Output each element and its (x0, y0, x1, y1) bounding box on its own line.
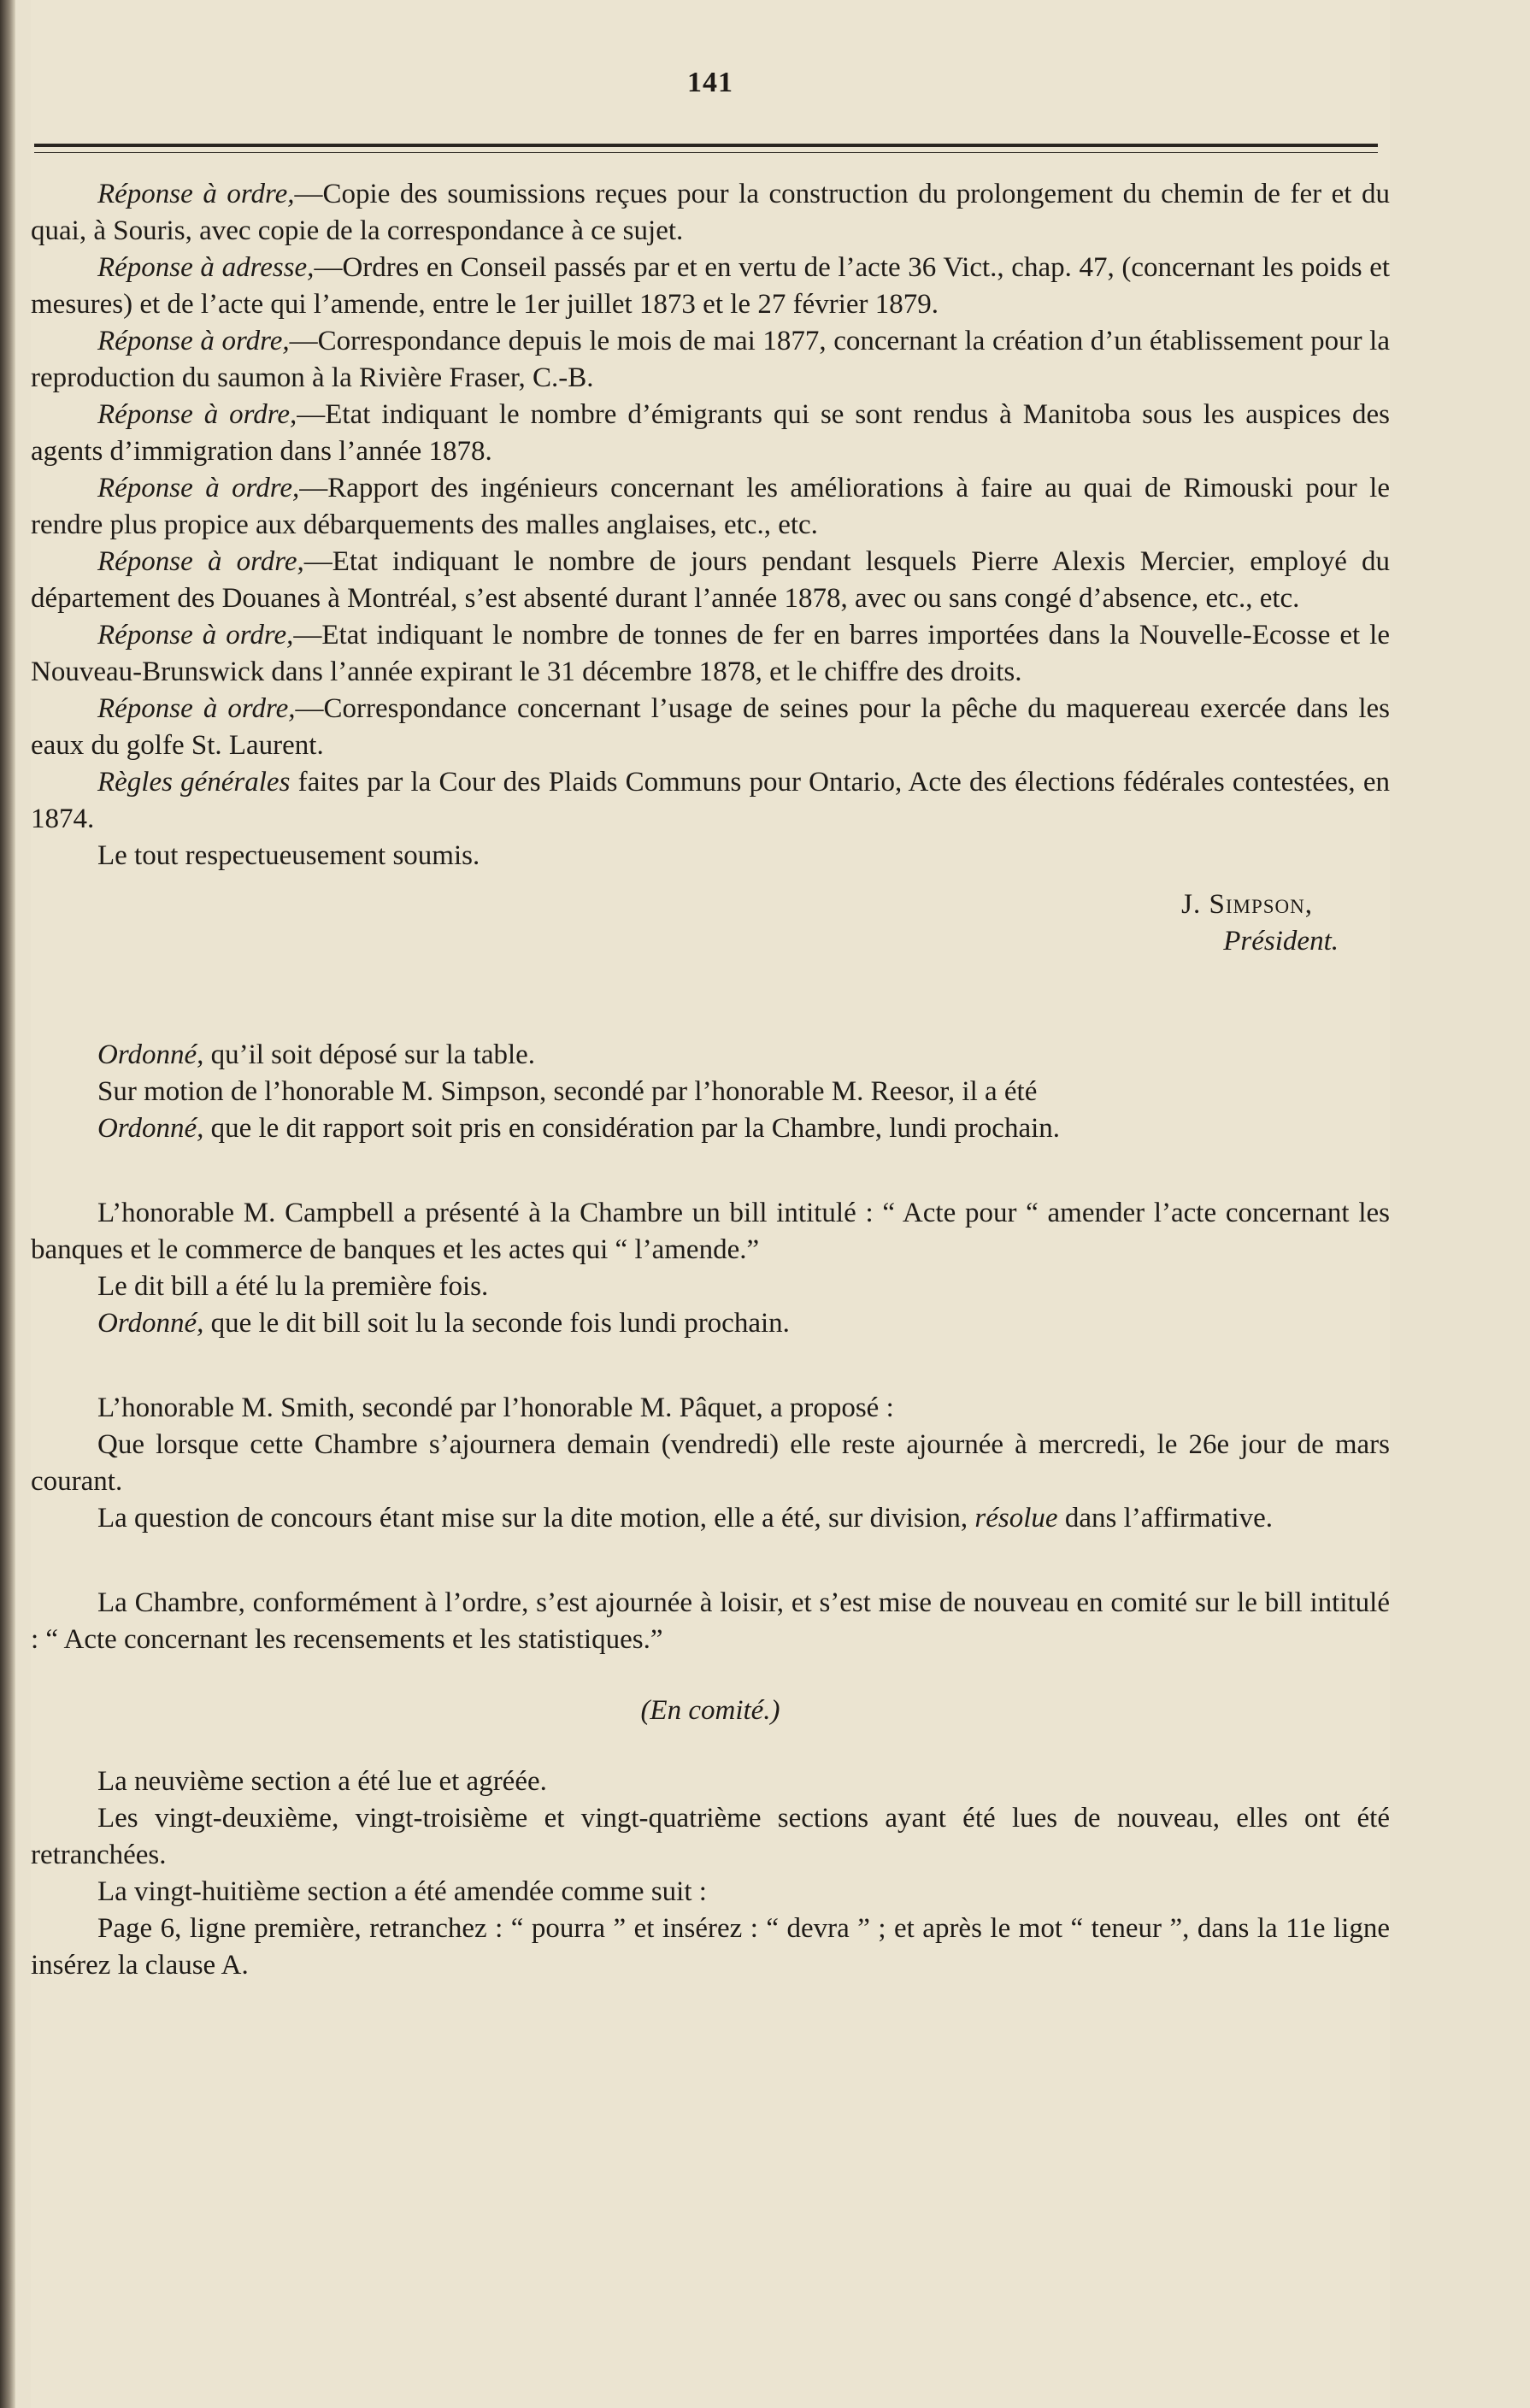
entry-text: faites par la Cour des Plaids Communs pour Ontario, Acte des élections fédérales contestées, en 1874. (31, 767, 1390, 834)
closing-line: Le tout respectueusement soumis. (97, 840, 480, 871)
entry-text: —Ordres en Conseil passés par et en vertu de l’acte 36 Vict., chap. 47, (concernant les poids et mesures) et de l’acte qui l’amende, entre le 1er juillet 1873 et le 27 février 1879. (31, 252, 1391, 320)
entry-text: —Rapport des ingénieurs concernant les améliorations à faire au quai de Rimouski pour le rendre plus propice aux débarquements des malles anglaises, etc., etc. (31, 473, 1390, 540)
entry-lead: Réponse à ordre, (97, 326, 290, 356)
bill-first-reading: Le dit bill a été lu la première fois. (97, 1271, 489, 1302)
committee-line: Page 6, ligne première, retranchez : “ pourra ” et insérez : “ devra ” ; et après le mot “ teneur ”, dans la 11e ligne insérez la clause A. (31, 1913, 1390, 1981)
section-gap (31, 1729, 1390, 1763)
smith-result-pre: La question de concours étant mise sur la dite motion, elle a été, sur division, (97, 1503, 968, 1534)
bill-intro: L’honorable M. Campbell a présenté à la Chambre un bill intitulé : “ Acte pour “ amender l’acte concernant les banques et le commerce de banques et les actes qui “ l’amende.” (31, 1198, 1390, 1265)
committee-heading: (En comité.) (640, 1695, 780, 1726)
page-body (31, 176, 1390, 1984)
motion-ordered-lead: Ordonné, (97, 1113, 204, 1144)
section-gap (31, 960, 1390, 1037)
entry-5 (31, 544, 1390, 617)
entry-lead: Réponse à ordre, (97, 620, 294, 651)
entry-6 (31, 617, 1390, 691)
entry-lead: Réponse à ordre, (97, 399, 297, 430)
document-page (31, 0, 1390, 2408)
entry-text: —Correspondance concernant l’usage de seines pour la pêche du maquereau exercée dans les eaux du golfe St. Laurent. (31, 693, 1390, 761)
motion-line: Sur motion de l’honorable M. Simpson, secondé par l’honorable M. Reesor, il a été (97, 1076, 1038, 1107)
smith-motion: L’honorable M. Smith, secondé par l’honorable M. Pâquet, a proposé : (97, 1392, 894, 1423)
entry-text: —Etat indiquant le nombre de jours pendant lesquels Pierre Alexis Mercier, employé du département des Douanes à Montréal, s’est absenté durant l’année 1878, avec ou sans congé d’absence, etc., etc. (31, 546, 1390, 614)
committee-line: Les vingt-deuxième, vingt-troisième et vingt-quatrième sections ayant été lues de nouveau, elles ont été retranchées. (31, 1803, 1390, 1870)
motion-ordered (31, 1110, 1390, 1147)
entry-text: —Etat indiquant le nombre de tonnes de fer en barres importées dans la Nouvelle-Ecosse et le Nouveau-Brunswick dans l’année expirant le 31 décembre 1878, et le chiffre des droits. (31, 620, 1390, 687)
entry-lead: Réponse à ordre, (97, 546, 304, 577)
entry-2 (31, 323, 1390, 397)
entry-lead: Réponse à ordre, (97, 179, 295, 209)
entry-1 (31, 250, 1390, 323)
bill-ordered-rest: que le dit bill soit lu la seconde fois lundi prochain. (203, 1308, 790, 1339)
smith-result-ital: résolue (974, 1503, 1058, 1534)
motion-ordered-rest: que le dit rapport soit pris en considération par la Chambre, lundi prochain. (203, 1113, 1061, 1144)
bill-ordered (31, 1305, 1390, 1342)
bill-ordered-lead: Ordonné, (97, 1308, 204, 1339)
signer-name: J. Simpson, (1181, 889, 1313, 920)
header-rule-thick (34, 144, 1378, 147)
entry-lead: Réponse à ordre, (97, 473, 300, 503)
entry-0 (31, 176, 1390, 250)
committee-line: La neuvième section a été lue et agréée. (97, 1766, 547, 1797)
committee-intro: La Chambre, conformément à l’ordre, s’est ajournée à loisir, et s’est mise de nouveau en comité sur le bill intitulé : “ Acte concernant les recensements et les statistiques.” (31, 1587, 1390, 1655)
entry-text: —Correspondance depuis le mois de mai 1877, concernant la création d’un établissement pour la reproduction du saumon à la Rivière Fraser, C.-B. (31, 326, 1390, 393)
committee-line: La vingt-huitième section a été amendée comme suit : (97, 1876, 707, 1907)
entry-3 (31, 397, 1390, 470)
smith-result-post: dans l’affirmative. (1057, 1503, 1273, 1534)
smith-text: Que lorsque cette Chambre s’ajournera demain (vendredi) elle reste ajournée à mercredi, le 26e jour de mars courant. (31, 1429, 1390, 1497)
section-gap (31, 1147, 1390, 1195)
section-gap (31, 1342, 1390, 1390)
ordered-rest: qu’il soit déposé sur la table. (203, 1039, 536, 1070)
entry-7 (31, 691, 1390, 764)
page-number: 141 (687, 67, 733, 98)
book-spine (0, 0, 15, 2408)
section-gap (31, 1658, 1390, 1693)
smith-result (31, 1500, 1390, 1537)
entry-8 (31, 764, 1390, 838)
entry-4 (31, 470, 1390, 544)
ordered-lead: Ordonné, (97, 1039, 204, 1070)
ordered-line (31, 1037, 1390, 1074)
entry-lead: Réponse à adresse, (97, 252, 315, 283)
entry-text: —Copie des soumissions reçues pour la construction du prolongement du chemin de fer et du quai, à Souris, avec copie de la correspondance à ce sujet. (31, 179, 1390, 246)
section-gap (31, 1537, 1390, 1585)
entry-lead: Réponse à ordre, (97, 693, 296, 724)
header-rule-thin (34, 152, 1378, 153)
entry-lead: Règles générales (97, 767, 291, 798)
entry-text: —Etat indiquant le nombre d’émigrants qui se sont rendus à Manitoba sous les auspices des agents d’immigration dans l’année 1878. (31, 399, 1390, 467)
signer-title: Président. (1223, 926, 1339, 957)
